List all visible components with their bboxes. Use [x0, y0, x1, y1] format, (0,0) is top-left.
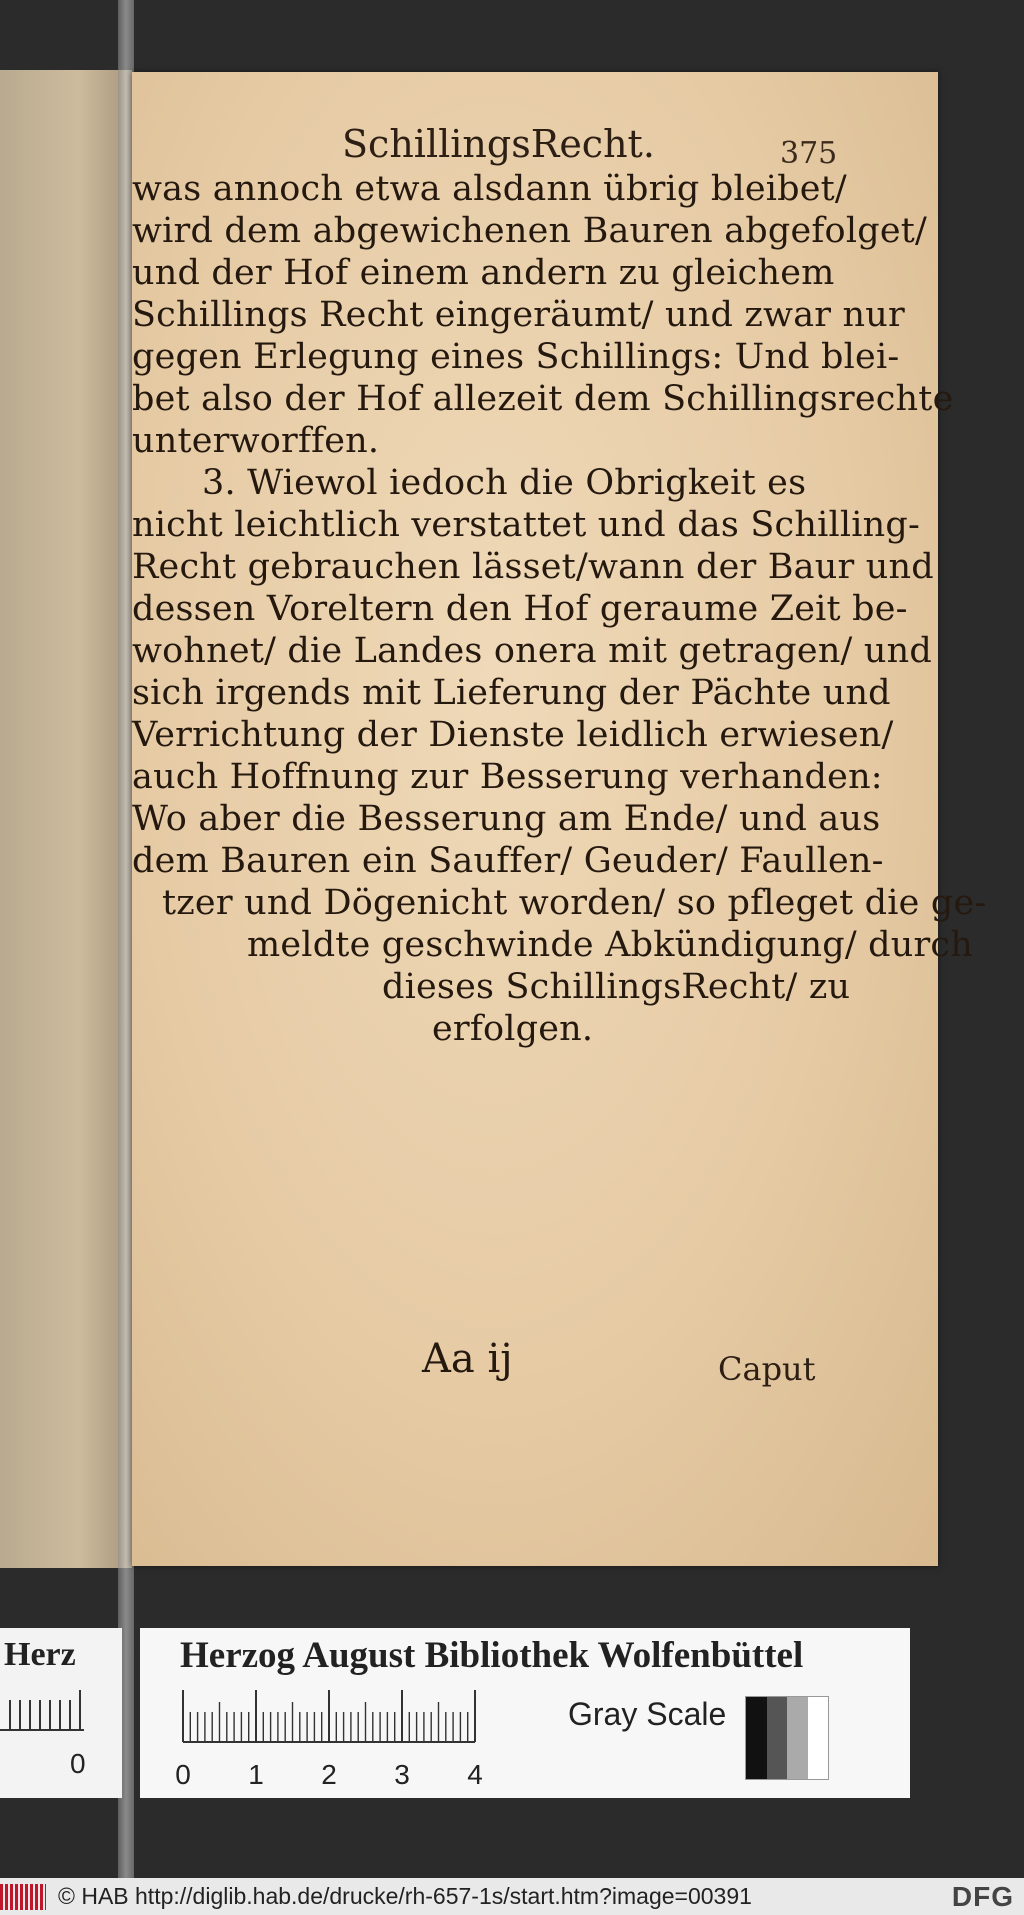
ruler-number: 4	[467, 1759, 483, 1790]
gray-swatch	[746, 1697, 767, 1779]
text-line: Verrichtung der Dienste leidlich erwiesen/	[132, 715, 894, 755]
gray-swatch	[787, 1697, 808, 1779]
color-target	[140, 1628, 910, 1798]
text-line: erfolgen.	[432, 1009, 594, 1049]
text-line: unterworffen.	[132, 421, 380, 461]
text-line: 3. Wiewol iedoch die Obrigkeit es	[202, 463, 807, 503]
text-line: meldte geschwinde Abkündigung/ durch	[247, 925, 973, 965]
page-number: 375	[780, 136, 838, 171]
barcode-icon	[0, 1884, 46, 1910]
partial-ruler-number: 0	[70, 1748, 86, 1779]
text-line: Schillings Recht eingeräumt/ und zwar nur	[132, 295, 905, 335]
text-line: Wo aber die Besserung am Ende/ und aus	[132, 799, 881, 839]
gray-swatch	[767, 1697, 788, 1779]
text-line: sich irgends mit Lieferung der Pächte und	[132, 673, 891, 713]
text-line: dessen Voreltern den Hof geraume Zeit be-	[132, 589, 908, 629]
ruler-ticks	[175, 1690, 580, 1790]
signature-mark: Aa ij	[422, 1336, 513, 1382]
text-line: wohnet/ die Landes onera mit getragen/ und	[132, 631, 932, 671]
ruler-number: 2	[321, 1759, 337, 1790]
text-line: was annoch etwa alsdann übrig bleibet/	[132, 169, 847, 209]
gray-scale-label: Gray Scale	[568, 1696, 727, 1732]
text-line: auch Hoffnung zur Besserung verhanden:	[132, 757, 883, 797]
catchword: Caput	[718, 1350, 816, 1388]
gray-swatch	[808, 1697, 829, 1779]
footer-bar	[0, 1878, 1024, 1915]
running-head: SchillingsRecht.	[342, 122, 655, 166]
gray-scale-swatches	[745, 1696, 829, 1780]
partial-ruler	[0, 1690, 122, 1740]
copyright-credit: © HAB http://diglib.hab.de/drucke/rh-657-1s/start.htm?image=00391	[58, 1883, 752, 1909]
text-line: tzer und Dögenicht worden/ so pfleget die ge-	[162, 883, 987, 923]
ruler-number: 3	[394, 1759, 410, 1790]
text-line: dem Bauren ein Sauffer/ Geuder/ Faullen-	[132, 841, 884, 881]
text-line: gegen Erlegung eines Schillings: Und blei-	[132, 337, 900, 377]
text-line: dieses SchillingsRecht/ zu	[382, 967, 851, 1007]
text-line: bet also der Hof allezeit dem Schillingsrechte	[132, 379, 954, 419]
text-line: Recht gebrauchen lässet/wann der Baur und	[132, 547, 934, 587]
text-line: nicht leichtlich verstattet und das Schilling-	[132, 505, 921, 545]
previous-page-edge	[0, 70, 132, 1568]
ruler-number: 0	[175, 1759, 191, 1790]
partial-library-label: Herz	[4, 1636, 76, 1673]
text-line: und der Hof einem andern zu gleichem	[132, 253, 835, 293]
color-target-partial	[0, 1628, 122, 1798]
measure-ruler	[175, 1690, 580, 1790]
book-page	[132, 72, 987, 1566]
dfg-logo: DFG	[951, 1880, 1014, 1912]
ruler-number: 1	[248, 1759, 264, 1790]
page-body-text	[132, 168, 987, 1050]
text-line: wird dem abgewichenen Bauren abgefolget/	[132, 211, 927, 251]
library-name: Herzog August Bibliothek Wolfenbüttel	[180, 1635, 804, 1676]
